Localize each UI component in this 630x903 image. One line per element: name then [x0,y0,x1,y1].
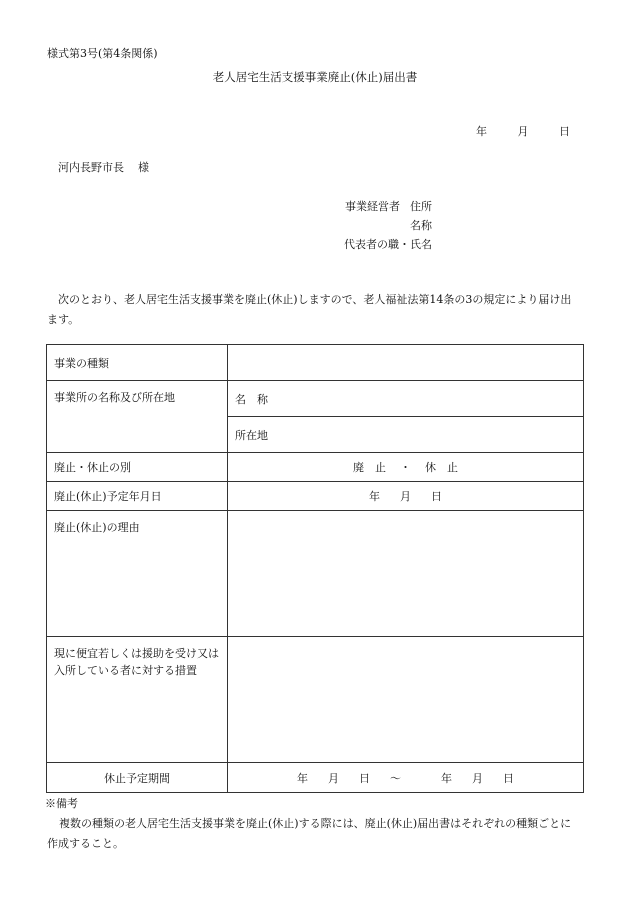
operator-label: 事業経営者 [345,200,400,213]
period-start-day: 日 [359,771,370,785]
addressee-honorific: 様 [138,161,149,174]
date-day: 日 [559,125,570,138]
form-number: 様式第3号(第4条関係) [47,47,158,60]
applicant-name-line [0,217,432,233]
scheduled-year: 年 [369,490,380,503]
period-end-day: 日 [503,771,514,785]
suspend-option: 休 止 [425,461,458,474]
abolish-option: 廃 止 [353,461,386,474]
period-end-month: 月 [472,771,483,785]
office-location-label: 所在地 [235,428,268,442]
addressee [58,161,149,175]
applicant-operator-line [0,198,432,214]
scheduled-date-label: 廃止(休止)予定年月日 [47,482,228,511]
abolish-suspend-label: 廃止・休止の別 [47,453,228,482]
measures-value[interactable] [228,637,584,763]
remarks-text: 複数の種類の老人居宅生活支援事業を廃止(休止)する際には、廃止(休止)届出書はそれぞれの種類ごとに作成すること。 [47,817,572,850]
suspend-period-label: 休止予定期間 [47,763,228,793]
name-label: 名称 [410,219,432,232]
suspend-period-value[interactable] [228,763,584,793]
office-name-label: 名 称 [235,392,268,406]
business-type-label: 事業の種類 [47,345,228,381]
scheduled-month: 月 [400,490,411,503]
reason-label: 廃止(休止)の理由 [47,511,228,637]
period-start-month: 月 [328,771,339,785]
office-name-location-label: 事業所の名称及び所在地 [47,381,228,453]
date-line [449,125,570,139]
row-suspend-period [47,763,584,793]
period-tilde: ～ [390,771,401,785]
row-scheduled-date [47,482,584,511]
representative-label: 代表者の職・氏名 [344,238,432,251]
notification-form-table [46,344,584,793]
addressee-name: 河内長野市長 [58,161,124,174]
period-end-year: 年 [441,771,452,785]
reason-value[interactable] [228,511,584,637]
date-month: 月 [517,125,529,138]
choice-separator: ・ [400,461,411,474]
address-label: 住所 [410,200,432,213]
date-year: 年 [476,125,487,138]
remarks-heading: ※備考 [45,797,78,810]
row-office-name [47,381,584,417]
row-business-type [47,345,584,381]
row-measures [47,637,584,763]
period-start-year: 年 [297,771,308,785]
abolish-suspend-choice[interactable] [228,453,584,482]
business-type-value[interactable] [228,345,584,381]
office-location-cell[interactable] [228,417,584,453]
scheduled-date-value[interactable] [228,482,584,511]
document-title: 老人居宅生活支援事業廃止(休止)届出書 [212,70,418,84]
row-abolish-suspend [47,453,584,482]
scheduled-day: 日 [431,490,442,503]
row-reason [47,511,584,637]
applicant-representative-line [0,236,432,252]
office-name-cell[interactable] [228,381,584,417]
measures-label: 現に便宜若しくは援助を受け又は入所している者に対する措置 [47,637,228,763]
body-text: 次のとおり、老人居宅生活支援事業を廃止(休止)しますので、老人福祉法第14条の3の規定により届け出ます。 [47,293,572,326]
